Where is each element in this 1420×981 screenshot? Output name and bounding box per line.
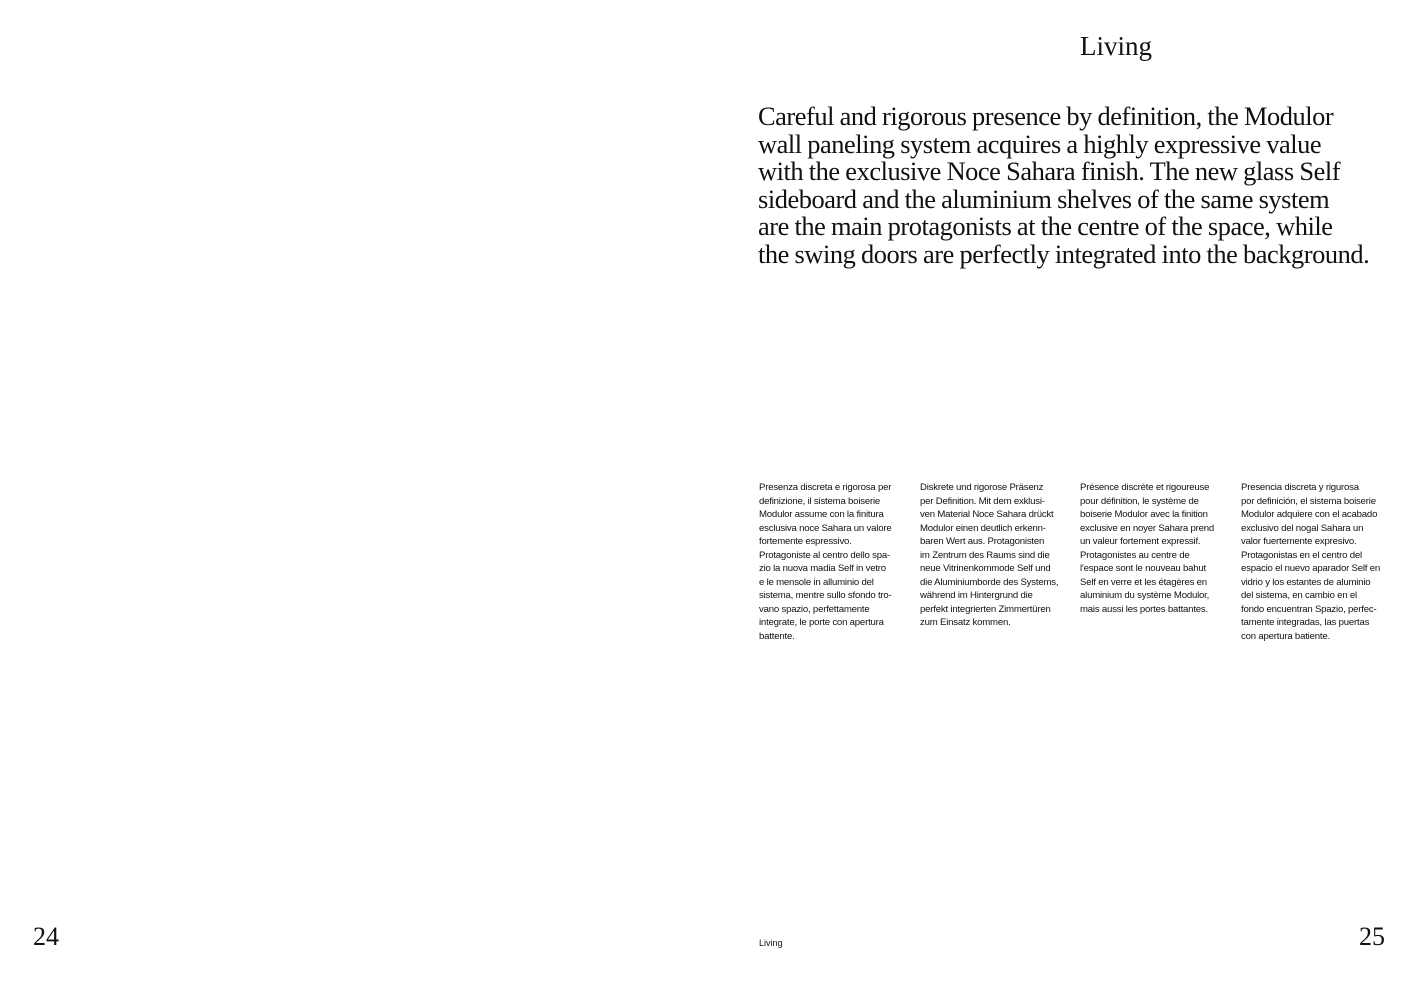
text-line: espacio el nuevo aparador Self en: [1241, 563, 1381, 574]
text-line: battente.: [759, 630, 795, 642]
text-line: Protagoniste al centro dello spa-: [759, 549, 890, 561]
page-number-left: 24: [33, 922, 59, 951]
lead-line: wall paneling system acquires a highly expressive value: [758, 128, 1322, 159]
text-line: definizione, il sistema boiserie: [759, 495, 881, 507]
text-line: del sistema, en cambio en el: [1241, 590, 1357, 601]
text-line: Modulor assume con la finitura: [759, 509, 884, 520]
lead-line: with the exclusive Noce Sahara finish. The new glass Self: [758, 156, 1341, 186]
text-line: l'espace sont le nouveau bahut: [1080, 563, 1206, 574]
translation-columns: [759, 481, 1399, 661]
text-line: aluminium du système Modulor,: [1080, 590, 1210, 601]
text-line: Self en verre et les étagères en: [1080, 576, 1207, 588]
text-line: valor fuertemente expresivo.: [1241, 536, 1357, 547]
text-line: vano spazio, perfettamente: [759, 603, 870, 615]
text-line: sistema, mentre sullo sfondo tro-: [759, 590, 892, 601]
text-line: boiserie Modulor avec la finition: [1080, 509, 1208, 520]
text-line: e le mensole in alluminio del: [759, 576, 874, 588]
text-line: zum Einsatz kommen.: [920, 617, 1011, 628]
text-line: por definición, el sistema boiserie: [1241, 495, 1376, 507]
text-line: Présence discrète et rigoureuse: [1080, 482, 1210, 493]
text-line: im Zentrum des Raums sind die: [920, 549, 1050, 561]
page-number-right: 25: [1359, 922, 1385, 951]
text-line: exclusive en noyer Sahara prend: [1080, 522, 1215, 534]
text-line: fortemente espressivo.: [759, 536, 852, 547]
text-line: während im Hintergrund die: [920, 590, 1033, 601]
text-line: Presenza discreta e rigorosa per: [759, 482, 892, 493]
text-line: vidrio y los estantes de aluminio: [1241, 576, 1371, 588]
lead-line: Careful and rigorous presence by definition, the Modulor: [758, 101, 1334, 131]
text-line: Presencia discreta y rigurosa: [1241, 482, 1359, 493]
text-line: Modulor einen deutlich erkenn-: [920, 522, 1046, 534]
text-line: pour définition, le système de: [1080, 495, 1199, 507]
text-line: tamente integradas, las puertas: [1241, 617, 1370, 628]
footer-section-label: Living: [759, 938, 783, 948]
text-line: un valeur fortement expressif.: [1080, 536, 1201, 547]
text-line: fondo encuentran Spazio, perfec-: [1241, 603, 1377, 615]
spanish-column: [1241, 481, 1396, 643]
text-line: con apertura batiente.: [1241, 630, 1330, 642]
text-line: Diskrete und rigorose Präsenz: [920, 482, 1044, 493]
text-line: esclusiva noce Sahara un valore: [759, 522, 892, 534]
text-line: Modulor adquiere con el acabado: [1241, 509, 1378, 520]
text-line: ven Material Noce Sahara drückt: [920, 509, 1054, 520]
german-column: [920, 481, 1075, 630]
text-line: Protagonistas en el centro del: [1241, 549, 1362, 561]
section-title: Living: [1080, 31, 1152, 61]
text-line: die Aluminiumborde des Systems,: [920, 576, 1059, 588]
text-line: exclusivo del nogal Sahara un: [1241, 522, 1364, 534]
lead-line: sideboard and the aluminium shelves of the same system: [758, 183, 1330, 214]
text-line: perfekt integrierten Zimmertüren: [920, 603, 1051, 615]
lead-line: are the main protagonists at the centre of the space, while: [758, 211, 1333, 241]
italian-column: [759, 481, 914, 643]
text-line: per Definition. Mit dem exklusi-: [920, 495, 1045, 507]
text-line: integrate, le porte con apertura: [759, 617, 884, 628]
text-line: Protagonistes au centre de: [1080, 549, 1190, 561]
text-line: baren Wert aus. Protagonisten: [920, 536, 1045, 547]
lead-line: the swing doors are perfectly integrated into the background.: [758, 238, 1370, 269]
text-line: zio la nuova madia Self in vetro: [759, 563, 886, 574]
text-line: mais aussi les portes battantes.: [1080, 603, 1208, 615]
lead-paragraph: [758, 103, 1398, 268]
text-line: neue Vitrinenkommode Self und: [920, 563, 1051, 574]
french-column: [1080, 481, 1235, 616]
